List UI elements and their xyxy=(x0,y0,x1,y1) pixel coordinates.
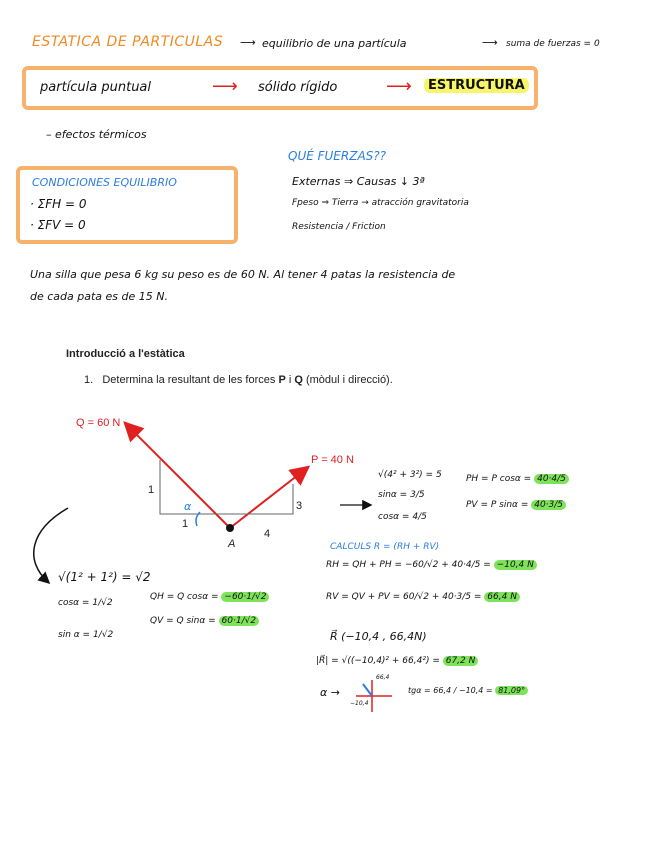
leg-left-v: 1 xyxy=(148,484,155,496)
calc-sin-a: sin α = 1/√2 xyxy=(58,630,114,640)
calc-pv-label: PV = P sinα = xyxy=(466,500,532,510)
condition-fh: · ΣFH = 0 xyxy=(30,197,87,211)
conditions-title: CONDICIONES EQUILIBRIO xyxy=(32,176,177,189)
calc-sin-p: sinα = 3/5 xyxy=(378,490,425,500)
problem-line-2: de cada pata es de 15 N. xyxy=(30,290,168,303)
calc-tan xyxy=(408,686,528,695)
item-bold-q: Q xyxy=(294,374,303,386)
forces-line-2: Fpeso ⇒ Tierra → atracción gravitatoria xyxy=(292,198,469,208)
calc-rv-label: RV = QV + PV = 60/√2 + 40·3/5 = xyxy=(326,592,485,602)
forces-line-1: Externas ⇒ Causas ↓ 3ª xyxy=(292,175,425,188)
calc-qv-label: QV = Q sinα = xyxy=(150,616,219,626)
calc-title: CALCULS R = (RH + RV) xyxy=(330,542,440,552)
box-text-rigid: sólido rígido xyxy=(258,80,338,95)
chain-arrow-1: ⟶ xyxy=(240,36,256,49)
calc-qv-value: 60·1/√2 xyxy=(219,616,260,626)
calc-ph-value: 40·4/5 xyxy=(534,474,569,484)
right-triangle xyxy=(230,484,293,514)
q-label: Q = 60 N xyxy=(76,417,121,429)
axis-left-label: −10,4 xyxy=(350,700,369,707)
p-label: P = 40 N xyxy=(311,454,354,466)
item-text-1: Determina la resultant de les forces xyxy=(102,374,279,386)
calc-qh xyxy=(150,592,269,602)
chain-arrow-2: ⟶ xyxy=(482,36,498,49)
notes-title: ESTATICA DE PARTICULAS xyxy=(32,34,224,50)
forces-line-3: Resistencia / Friction xyxy=(292,222,386,232)
leg-right-h: 4 xyxy=(264,528,271,540)
calc-rv-value: 66,4 N xyxy=(484,592,520,602)
force-p-arrow xyxy=(230,468,307,528)
problem-line-1: Una silla que pesa 6 kg su peso es de 60 N. Al tener 4 patas la resistencia de xyxy=(30,268,456,281)
condition-fv: · ΣFV = 0 xyxy=(30,218,86,232)
calc-qh-value: −60·1/√2 xyxy=(221,592,269,602)
calc-direction: α → xyxy=(320,686,340,699)
calc-rh-value: −10,4 N xyxy=(494,560,537,570)
calc-modulus xyxy=(316,656,478,666)
calc-rh xyxy=(326,560,537,570)
red-arrow-icon-2: ⟶ xyxy=(386,76,412,97)
calc-cos-a: cosα = 1/√2 xyxy=(58,598,113,608)
axis-top-label: 66,4 xyxy=(376,674,390,681)
calc-tan-label: tgα = 66,4 / −10,4 = xyxy=(408,686,496,695)
calc-tan-value: 81,09° xyxy=(495,686,528,695)
force-q-arrow xyxy=(126,424,230,528)
leg-left-h: 1 xyxy=(182,518,189,530)
resultant-sketch xyxy=(363,684,372,696)
calc-ph xyxy=(466,474,569,484)
calc-qv xyxy=(150,616,259,626)
forces-question: QUÉ FUERZAS?? xyxy=(288,149,387,163)
calc-cos-p: cosα = 4/5 xyxy=(378,512,427,522)
calc-vector: R⃗ (−10,4 , 66,4N) xyxy=(330,630,427,643)
calc-mod-label: |R⃗| = √((−10,4)² + 66,4²) = xyxy=(316,656,443,666)
calc-ph-label: PH = P cosα = xyxy=(466,474,535,484)
box-text-structure: ESTRUCTURA xyxy=(424,78,529,93)
leg-right-v: 3 xyxy=(296,500,303,512)
item-number: 1. xyxy=(84,374,94,386)
calc-mod-value: 67,2 N xyxy=(443,656,479,666)
calc-rh-label: RH = QH + PH = −60/√2 + 40·4/5 = xyxy=(326,560,494,570)
calc-pv-value: 40·3/5 xyxy=(531,500,566,510)
point-a-label: A xyxy=(228,538,236,550)
point-a xyxy=(226,524,234,532)
chain-text-2: suma de fuerzas = 0 xyxy=(506,39,600,49)
box-text-particle: partícula puntual xyxy=(40,80,152,95)
calc-rv xyxy=(326,592,520,602)
exercise-heading: Introducció a l'estàtica xyxy=(66,348,185,360)
calc-pv xyxy=(466,500,566,510)
chain-text-1: equilibrio de una partícula xyxy=(262,37,407,50)
thermal-note: – efectos térmicos xyxy=(46,128,147,141)
calc-pyth-p: √(4² + 3²) = 5 xyxy=(378,470,442,480)
calc-pyth-q: √(1² + 1²) = √2 xyxy=(58,570,151,584)
red-arrow-icon: ⟶ xyxy=(212,76,238,97)
item-text-3: (mòdul i direcció). xyxy=(302,374,393,386)
alpha-label: α xyxy=(184,500,192,513)
item-text-2: i xyxy=(285,374,295,386)
calc-qh-label: QH = Q cosα = xyxy=(150,592,222,602)
item-bold-p: P xyxy=(278,374,286,386)
